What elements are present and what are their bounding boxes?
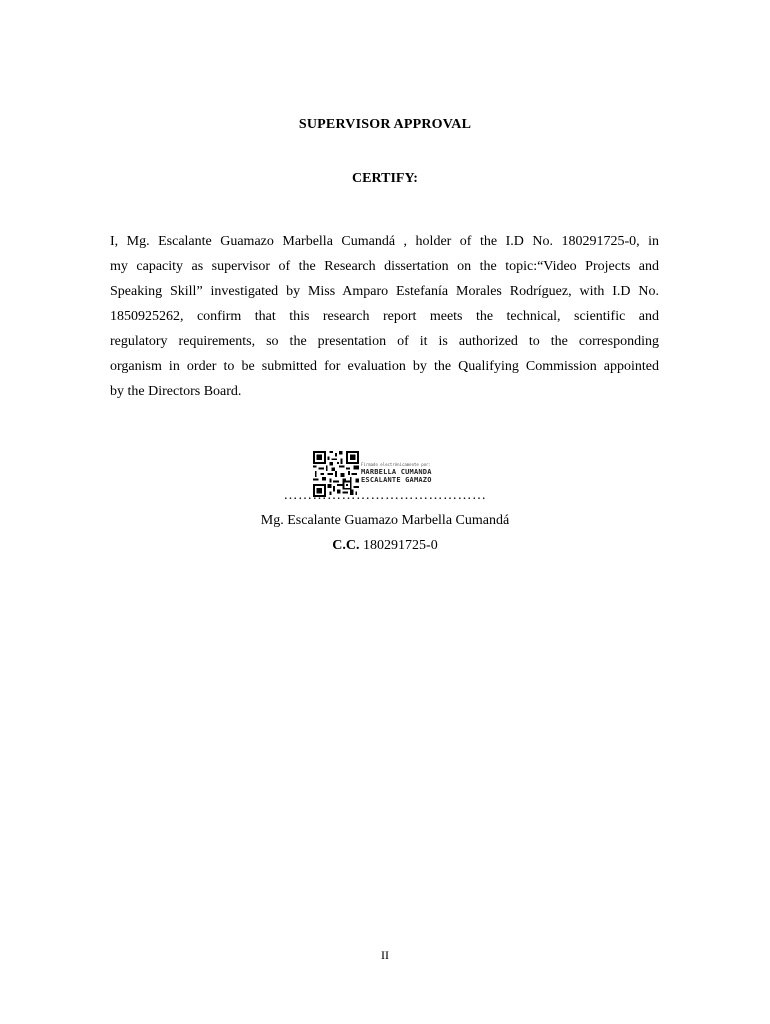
signer-id-value: 180291725-0 [363, 538, 438, 553]
paragraph-line-4: 1850925262, confirm that this research report meets the technical, scientific and [110, 309, 659, 324]
page-number: II [381, 948, 389, 962]
certification-paragraph [110, 229, 659, 404]
signature-name-line-2: ESCALANTE GAMAZO [361, 476, 432, 484]
paragraph-line-1: I, Mg. Escalante Guamazo Marbella Cumandá , holder of the I.D No. 180291725-0, in [110, 234, 659, 249]
signature-name-line-1: MARBELLA CUMANDA [361, 468, 432, 476]
paragraph-line-5: regulatory requirements, so the presentation of it is authorized to the corresponding [110, 334, 659, 349]
signature-caption: Firmado electrónicamente por: [361, 462, 431, 467]
paragraph-line-2: my capacity as supervisor of the Research dissertation on the topic:“Video Projects and [110, 259, 659, 274]
certify-heading: CERTIFY: [352, 171, 418, 186]
signature-line: …………………………………… [283, 488, 487, 503]
signer-name: Mg. Escalante Guamazo Marbella Cumandá [260, 513, 510, 528]
signer-id [0, 538, 770, 554]
paragraph-line-6: organism in order to be submitted for evaluation by the Qualifying Commission appointed [110, 359, 659, 374]
signature-text [361, 462, 432, 484]
page-title: SUPERVISOR APPROVAL [298, 117, 472, 132]
paragraph-line-3: Speaking Skill” investigated by Miss Amparo Estefanía Morales Rodríguez, with I.D No. [110, 284, 659, 299]
paragraph-line-7: by the Directors Board. [110, 384, 242, 399]
signer-id-label: C.C. [332, 538, 360, 553]
